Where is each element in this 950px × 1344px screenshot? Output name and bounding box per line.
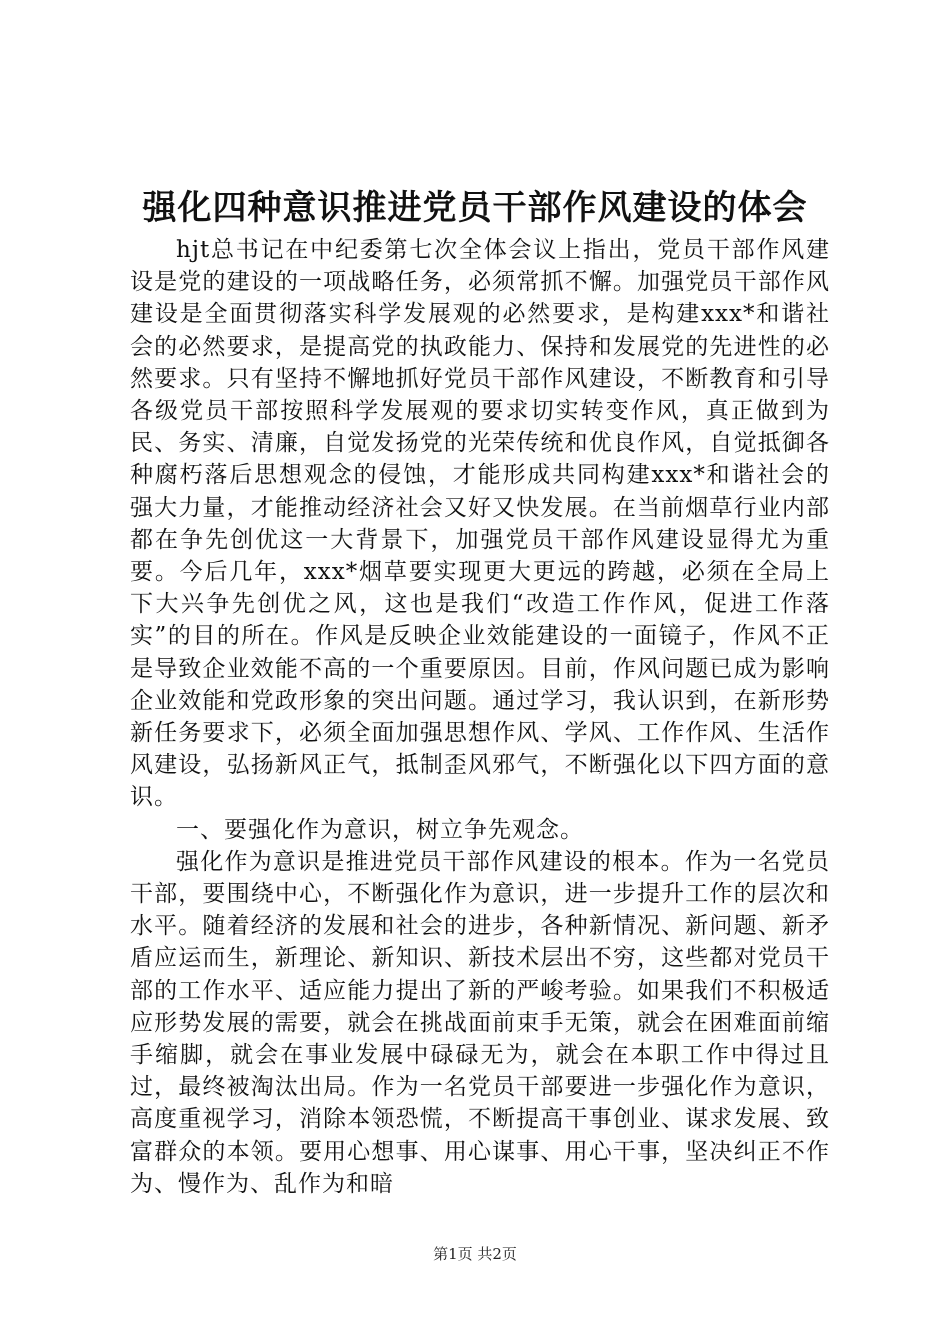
document-body xyxy=(130,234,830,1200)
paragraph-intro: hjt总书记在中纪委第七次全体会议上指出，党员干部作风建设是党的建设的一项战略任务，必须常抓不懈。加强党员干部作风建设是全面贯彻落实科学发展观的必然要求，是构建xxx*和谐社会的必然要求，是提高党的执政能力、保持和发展党的先进性的必然要求。只有坚持不懈地抓好党员干部作风建设，不断教育和引导各级党员干部按照科学发展观的要求切实转变作风，真正做到为民、务实、清廉，自觉发扬党的光荣传统和优良作风，自觉抵御各种腐朽落后思想观念的侵蚀，才能形成共同构建xxx*和谐社会的强大力量，才能推动经济社会又好又快发展。在当前烟草行业内部都在争先创优这一大背景下，加强党员干部作风建设显得尤为重要。今后几年，xxx*烟草要实现更大更远的跨越，必须在全局上下大兴争先创优之风，这也是我们“改造工作作风，促进工作落实”的目的所在。作风是反映企业效能建设的一面镜子，作风不正是导致企业效能不高的一个重要原因。目前，作风问题已成为影响企业效能和党政形象的突出问题。通过学习，我认识到，在新形势新任务要求下，必须全面加强思想作风、学风、工作作风、生活作风建设，弘扬新风正气，抵制歪风邪气，不断强化以下四方面的意识。 xyxy=(130,237,830,811)
document-title: 强化四种意识推进党员干部作风建设的体会 xyxy=(142,188,808,228)
section-heading-1: 一、要强化作为意识，树立争先观念。 xyxy=(176,816,584,843)
paragraph-section-1: 强化作为意识是推进党员干部作风建设的根本。作为一名党员干部，要围绕中心，不断强化作为意识，进一步提升工作的层次和水平。随着经济的发展和社会的进步，各种新情况、新问题、新矛盾应运而生，新理论、新知识、新技术层出不穷，这些都对党员干部的工作水平、适应能力提出了新的严峻考验。如果我们不积极适应形势发展的需要，就会在挑战面前束手无策，就会在困难面前缩手缩脚，就会在事业发展中碌碌无为，就会在本职工作中得过且过，最终被淘汰出局。作为一名党员干部要进一步强化作为意识，高度重视学习，消除本领恐慌，不断提高干事创业、谋求发展、致富群众的本领。要用心想事、用心谋事、用心干事，坚决纠正不作为、慢作为、乱作为和暗 xyxy=(130,848,830,1197)
page-number-footer: 第1页 共2页 xyxy=(433,1245,517,1263)
